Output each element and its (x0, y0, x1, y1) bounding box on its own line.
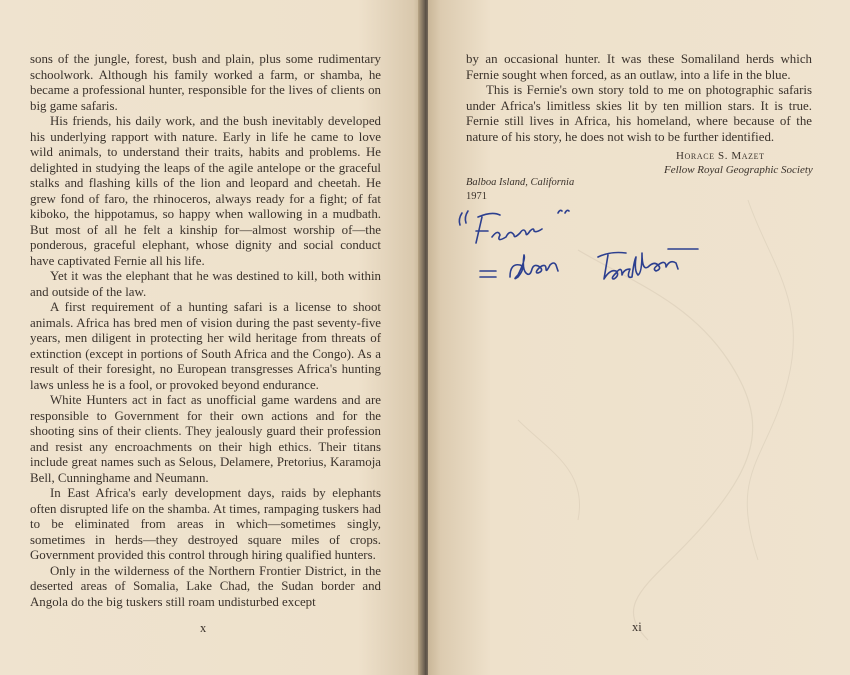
paragraph: Yet it was the elephant that he was destined to kill, both within and outside of the law. (30, 269, 381, 299)
right-page-text (466, 52, 812, 145)
handwritten-inscription (448, 205, 748, 285)
left-page (0, 0, 422, 675)
page-number: x (200, 621, 207, 635)
right-page (428, 0, 850, 675)
paragraph: by an occasional hunter. It was these Somaliland herds which Fernie sought when forced, as an outlaw, into a life in the blue. (466, 52, 812, 82)
year-line: 1971 (466, 191, 487, 202)
author-title: Fellow Royal Geographic Society (664, 164, 813, 176)
paragraph: A first requirement of a hunting safari is a license to shoot animals. Africa has bred men of vision during the past seventy-five years, men diligent in protecting her wild heritage from threats of extinction (except in portions of South Africa and the Congo). As a result of their foresight, no European transgresses Africa's hunting laws unless he is a fool, or provoked beyond endurance. (30, 300, 381, 392)
author-signature-name: Horace S. Mazet (676, 150, 765, 162)
page-number: xi (632, 620, 642, 634)
paragraph: Only in the wilderness of the Northern Frontier District, in the deserted areas of Somalia, Lake Chad, the Sudan border and Angola do the big tuskers still roam undisturbed except (30, 563, 381, 609)
left-page-text (30, 52, 381, 610)
paragraph: This is Fernie's own story told to me on photographic safaris under Africa's limitless skies lit by ten million stars. It is true. Fernie still lives in Africa, his homeland, where because of the nature of his story, he does not wish to be further identified. (466, 83, 812, 144)
paragraph: White Hunters act in fact as unofficial game wardens and are responsible to Government for their own actions and for the shooting sins of their clients. They jealously guard their profession and resist any encroachments on their high ethics. Their titans include great names such as Selous, Delamere, Pretorius, Karamoja Bell, Cunninghame and Neumann. (30, 393, 381, 485)
paragraph: His friends, his daily work, and the bush inevitably developed his underlying rapport with nature. Early in life he came to love wild animals, to understand their traits, habits and problems. He delighted in studying the leaps of the agile antelope or the graceful stalks and flashing kills of the lion and leopard and cheetah. He grew fond of faro, the rhinoceros, always ready for a fight; of fat kiboko, the hippotamus, so happy when wallowing in a mudbath. But most of all he felt a kinship for—almost worship of—the ponderous, graceful elephant, whose dignity and social conduct have captivated Fernie all his life. (30, 114, 381, 268)
paragraph: In East Africa's early development days, raids by elephants often disrupted life on the shamba. At times, rampaging tuskers had to be eliminated from areas in which—sometimes singly, sometimes in herds—they destroyed square miles of crops. Government provided this control through hiring qualified hunters. (30, 486, 381, 562)
paragraph: sons of the jungle, forest, bush and plain, plus some rudimentary schoolwork. Although his family worked a farm, or shamba, he became a professional hunter, responsible for the lives of clients on big game safaris. (30, 52, 381, 113)
place-line: Balboa Island, California (466, 177, 575, 188)
